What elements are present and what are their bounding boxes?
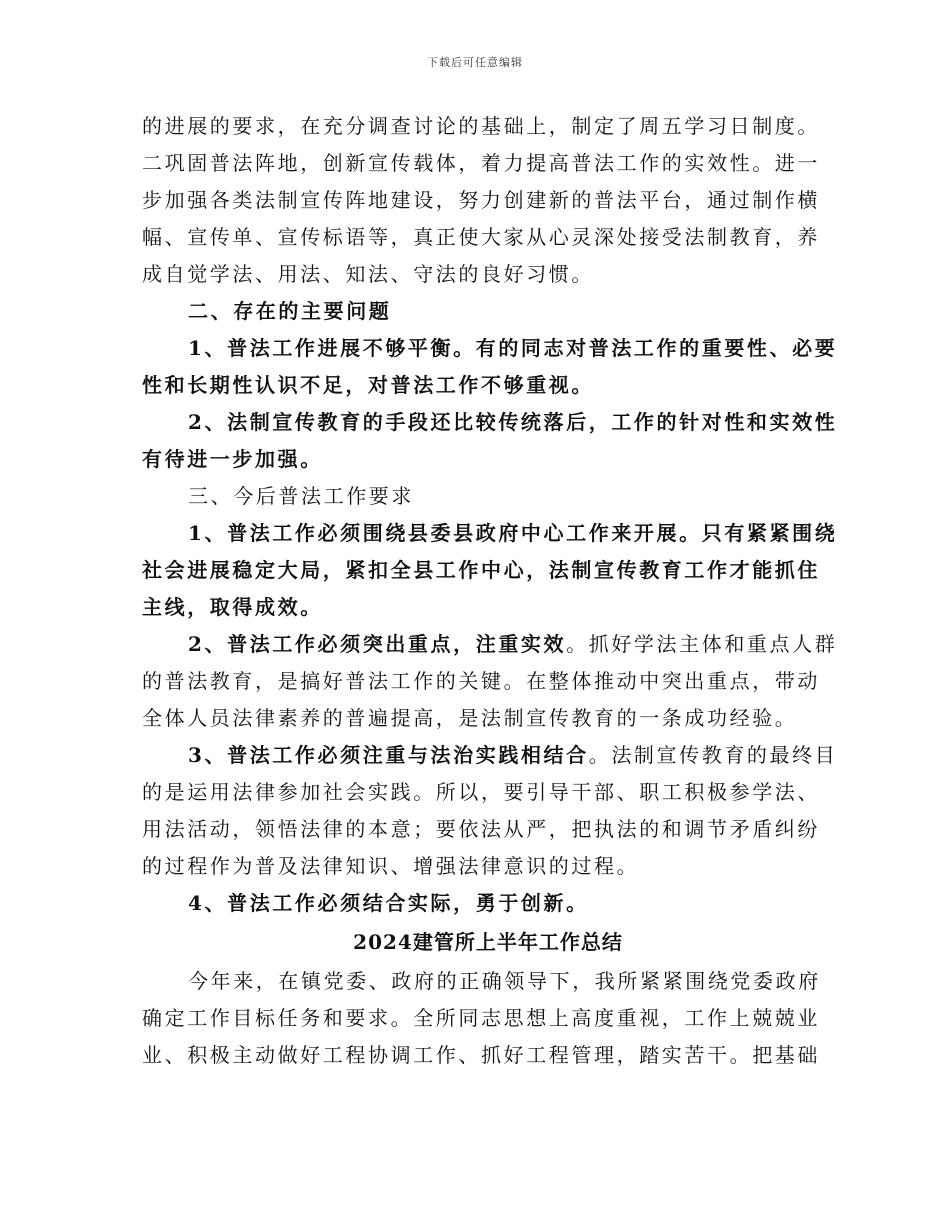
paragraph-line: 的进展的要求，在充分调查讨论的基础上，制定了周五学习日制度。 — [142, 114, 820, 138]
requirement-3-line: 的是运用法律参加社会实践。所以，要引导干部、职工积极参学法、 — [142, 780, 820, 804]
requirement-1-line: 主线，取得成效。 — [142, 595, 323, 619]
requirement-1-line: 1、普法工作必须围绕县委县政府中心工作来开展。只有紧紧围绕 — [188, 521, 838, 545]
requirement-2-line — [142, 626, 838, 663]
section-heading-problems: 二、存在的主要问题 — [188, 299, 392, 323]
problem-2-line: 有待进一步加强。 — [142, 447, 323, 471]
requirement-3-lead: 3、普法工作必须注重与法治实践相结合 — [188, 743, 589, 767]
section-heading-requirements: 三、今后普法工作要求 — [188, 484, 414, 508]
requirement-2-lead: 2、普法工作必须突出重点，注重实效 — [188, 632, 567, 656]
section-title: 2024建管所上半年工作总结 — [353, 930, 623, 954]
summary-line: 今年来，在镇党委、政府的正确领导下，我所紧紧围绕党委政府 — [188, 969, 821, 993]
problem-1-line: 性和长期性认识不足，对普法工作不够重视。 — [142, 373, 594, 397]
requirement-1-line: 社会进展稳定大局，紧扣全县工作中心，法制宣传教育工作才能抓住 — [142, 558, 820, 582]
problem-2-line: 2、法制宣传教育的手段还比较传统落后，工作的针对性和实效性 — [188, 410, 838, 434]
requirement-2-text: 。抓好学法主体和重点人群 — [566, 632, 838, 656]
requirement-3-text: 。法制宣传教育的最终目 — [588, 743, 838, 767]
requirement-3-line — [142, 737, 838, 774]
paragraph-line: 二巩固普法阵地，创新宣传载体，着力提高普法工作的实效性。进一 — [142, 151, 820, 175]
requirement-4-line: 4、普法工作必须结合实际，勇于创新。 — [188, 891, 589, 915]
paragraph-line: 成自觉学法、用法、知法、守法的良好习惯。 — [142, 262, 594, 286]
page-header: 下载后可任意编辑 — [427, 56, 523, 69]
requirement-3-line: 的过程作为普及法律知识、增强法律意识的过程。 — [142, 854, 640, 878]
paragraph-line: 步加强各类法制宣传阵地建设，努力创建新的普法平台，通过制作横 — [142, 188, 820, 212]
requirement-3-line: 用法活动，领悟法律的本意；要依法从严，把执法的和调节矛盾纠纷 — [142, 817, 820, 841]
document-body — [142, 108, 838, 1074]
summary-line: 确定工作目标任务和要求。全所同志思想上高度重视，工作上兢兢业 — [142, 1006, 820, 1030]
requirement-2-line: 全体人员法律素养的普遍提高，是法制宣传教育的一条成功经验。 — [142, 706, 798, 730]
summary-line: 业、积极主动做好工程协调工作、抓好工程管理，踏实苦干。把基础 — [142, 1043, 820, 1067]
requirement-2-line: 的普法教育，是搞好普法工作的关键。在整体推动中突出重点，带动 — [142, 669, 820, 693]
problem-1-line: 1、普法工作进展不够平衡。有的同志对普法工作的重要性、必要 — [188, 336, 838, 360]
paragraph-line: 幅、宣传单、宣传标语等，真正使大家从心灵深处接受法制教育，养 — [142, 225, 820, 249]
